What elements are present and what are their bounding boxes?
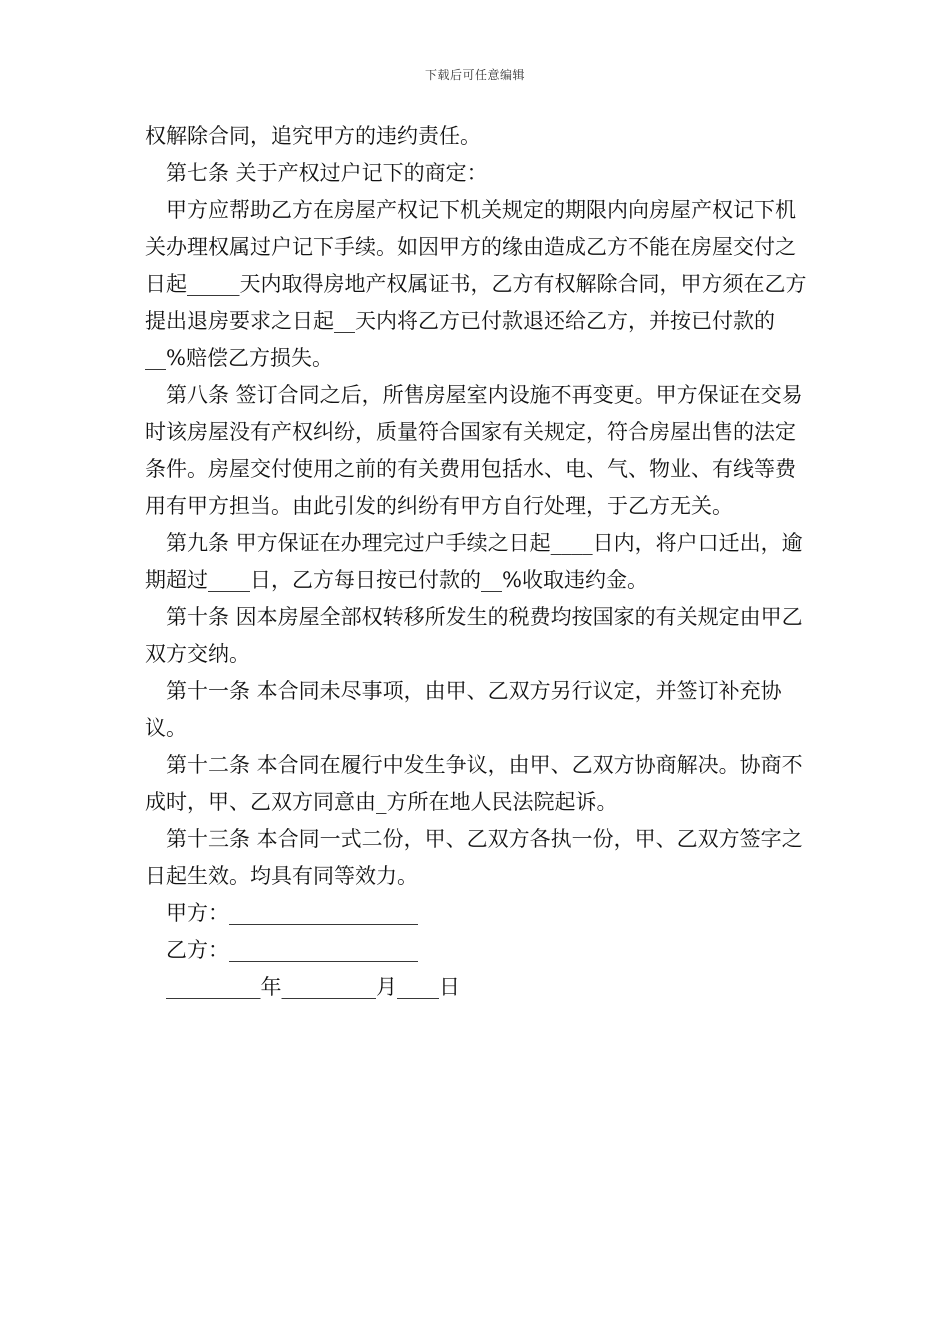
article-9: 第九条 甲方保证在办理完过户手续之日起____日内，将户口迁出，逾期超过____日，乙方每日按已付款的__%收取违约金。 <box>145 531 803 592</box>
article-12: 第十二条 本合同在履行中发生争议，由甲、乙双方协商解决。协商不成时，甲、乙双方同意由_方所在地人民法院起诉。 <box>145 753 803 814</box>
date-line: _________年_________月____日 <box>166 975 460 999</box>
article-7-title: 第七条 关于产权过户记下的商定： <box>166 161 488 185</box>
article-8: 第八条 签订合同之后，所售房屋室内设施不再变更。甲方保证在交易时该房屋没有产权纠纷，质量符合国家有关规定，符合房屋出售的法定条件。房屋交付使用之前的有关费用包括水、电、气、物业、有线等费用有甲方担当。由此引发的纠纷有甲方自行处理，于乙方无关。 <box>145 383 803 518</box>
article-13: 第十三条 本合同一式二份，甲、乙双方各执一份，甲、乙双方签字之日起生效。均具有同等效力。 <box>145 827 803 888</box>
article-11: 第十一条 本合同未尽事项，由甲、乙双方另行议定，并签订补充协议。 <box>145 679 782 740</box>
paragraph-continuation: 权解除合同，追究甲方的违约责任。 <box>145 124 481 148</box>
article-7-body: 甲方应帮助乙方在房屋产权记下机关规定的期限内向房屋产权记下机关办理权属过户记下手续。如因甲方的缘由造成乙方不能在房屋交付之日起_____天内取得房地产权属证书，乙方有权解除合同，甲方须在乙方提出退房要求之日起__天内将乙方已付款退还给乙方，并按已付款的__%赔偿乙方损失。 <box>145 198 807 370</box>
party-b-signature-line: 乙方：__________________ <box>166 938 418 962</box>
party-a-signature-line: 甲方：__________________ <box>166 901 418 925</box>
article-10: 第十条 因本房屋全部权转移所发生的税费均按国家的有关规定由甲乙双方交纳。 <box>145 605 803 666</box>
header-note: 下载后可任意编辑 <box>424 68 525 82</box>
contract-body <box>145 118 815 1006</box>
